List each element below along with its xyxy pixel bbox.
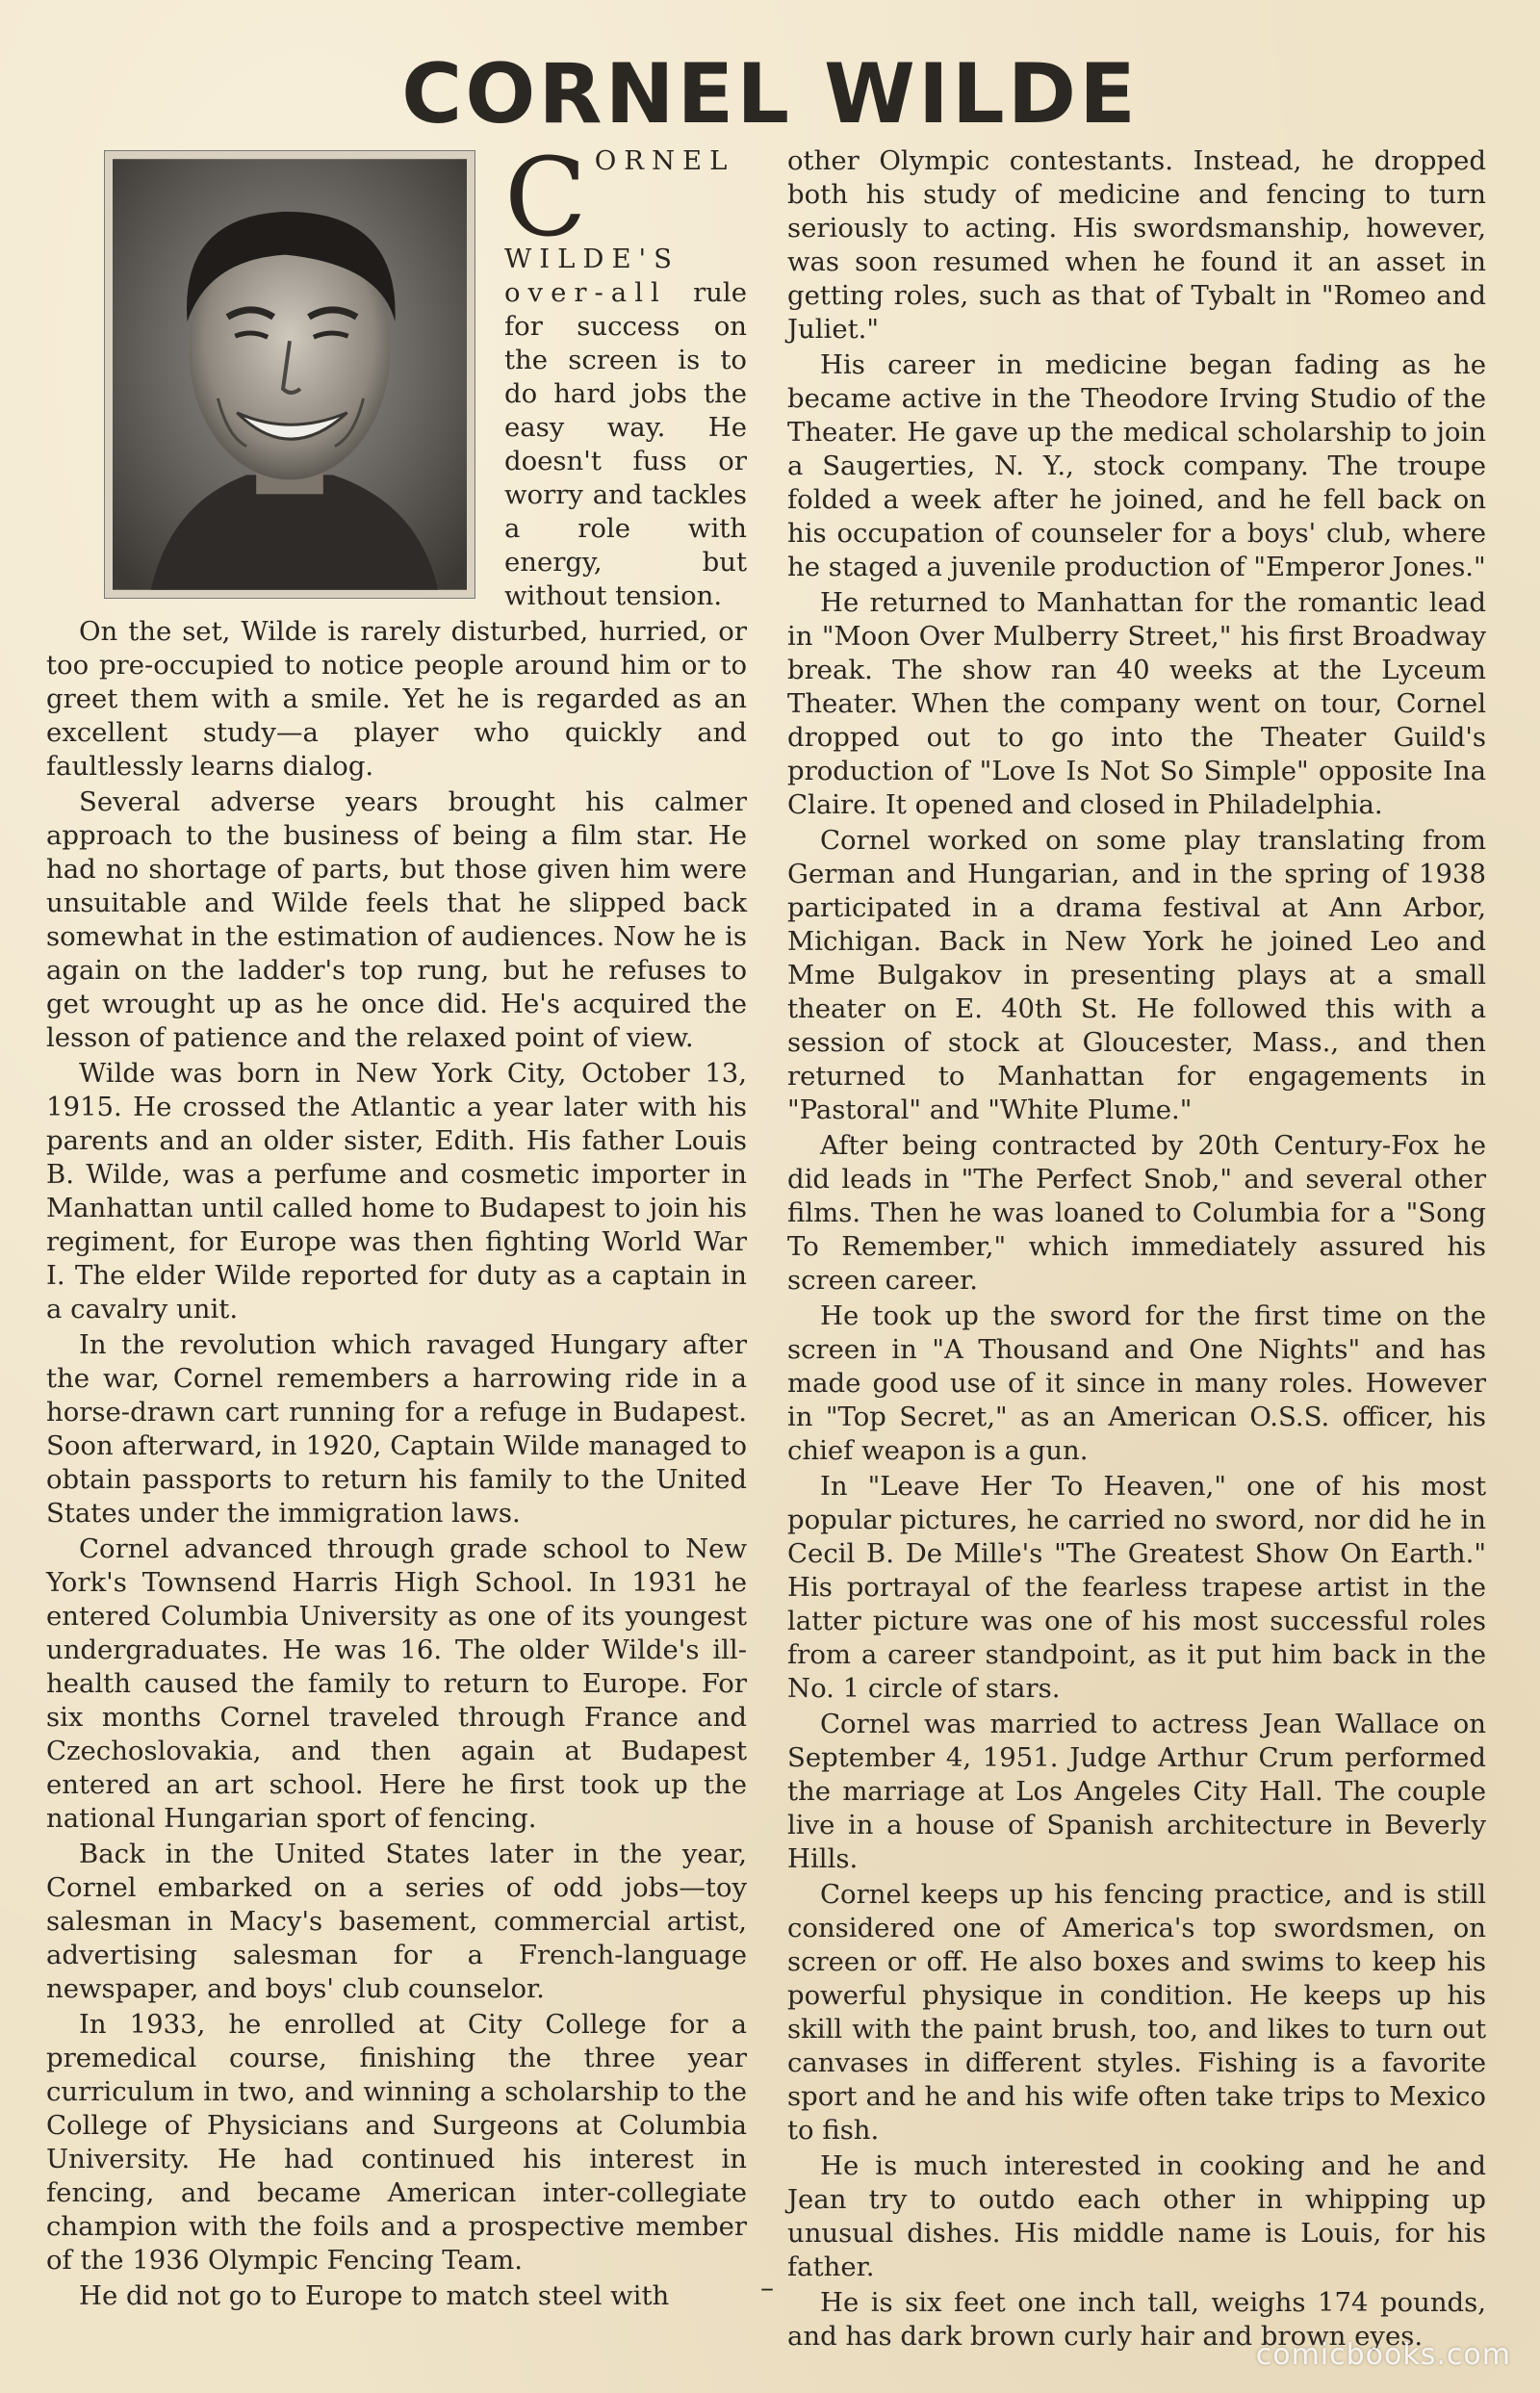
paragraph: On the set, Wilde is rarely disturbed, hurried, or too pre-occupied to notice people around him or to greet them with a smile. Yet he is regarded as an excellent study—a player who quickly and faultlessly learns dialog. (46, 616, 747, 782)
lead-first-words: ORNEL WILDE'S over-all (504, 145, 735, 308)
paragraph: Wilde was born in New York City, October 13, 1915. He crossed the Atlantic a year later with his parents and an older sister, Edith. His father Louis B. Wilde, was a perfume and cosmetic importer in Manhattan until called home to Budapest to join his regiment, for Europe was then fighting World War I. The elder Wilde reported for duty as a captain in a cavalry unit. (46, 1058, 747, 1325)
lead-text: rule for success on the screen is to do hard jobs the easy way. He doesn't fuss or worry and tackles a role with energy, but without tension. (504, 277, 747, 611)
paragraph: He is six feet one inch tall, weighs 174 pounds, and has dark brown curly hair and brown eyes. (787, 2287, 1486, 2352)
paragraph: Cornel advanced through grade school to New York's Townsend Harris High School. In 1931 he entered Columbia University as one of its youngest undergraduates. He was 16. The older Wilde's ill-health caused the family to return to Europe. For six months Cornel traveled through France and Czechoslovakia, and then again at Budapest entered an art school. Here he first took up the national Hungarian sport of fencing. (46, 1533, 747, 1834)
left-column (46, 136, 747, 2313)
paragraph: Cornel keeps up his fencing practice, and is still considered one of America's top swordsmen, on screen or off. He also boxes and swims to keep his powerful physique in condition. He keeps up his skill with the paint brush, too, and likes to turn out canvases in different styles. Fishing is a favorite sport and he and his wife often take trips to Mexico to fish. (787, 1879, 1486, 2146)
paragraph: Cornel worked on some play translating from German and Hungarian, and in the spring of 1938 participated in a drama festival at Ann Arbor, Michigan. Back in New York he joined Leo and Mme Bulgakov in presenting plays at a small theater on E. 40th St. He followed this with a session of stock at Gloucester, Mass., and then returned to Manhattan for engagements in "Pastoral" and "White Plume." (787, 825, 1486, 1125)
paragraph: In "Leave Her To Heaven," one of his most popular pictures, he carried no sword, nor did he in Cecil B. De Mille's "The Greatest Show On Earth." His portrayal of the fearless trapese artist in the latter picture was one of his most successful roles from a career standpoint, as it put him back in the No. 1 circle of stars. (787, 1471, 1486, 1704)
paragraph: Several adverse years brought his calmer approach to the business of being a film star. He had no shortage of parts, but those given him were unsuitable and Wilde feels that he slipped back somewhat in the estimation of audiences. Now he is again on the ladder's top rung, but he refuses to get wrought up as he once did. He's acquired the lesson of patience and the relaxed point of view. (46, 786, 747, 1053)
paragraph: Cornel was married to actress Jean Wallace on September 4, 1951. Judge Arthur Crum performed the marriage at Los Angeles City Hall. The couple live in a house of Spanish architecture in Beverly Hills. (787, 1709, 1486, 1874)
drop-cap: C (504, 136, 587, 261)
paragraph: His career in medicine began fading as he became active in the Theodore Irving Studio of the Theater. He gave up the medical scholarship to join a Saugerties, N. Y., stock company. The troupe folded a week after he joined, and he fell back on his occupation of counseler for a boys' club, where he staged a juvenile production of "Emperor Jones." (787, 349, 1486, 582)
paragraph: He took up the sword for the first time on the screen in "A Thousand and One Nights" and has made good use of it since in many roles. However in "Top Secret," as an American O.S.S. officer, his chief weapon is a gun. (787, 1300, 1486, 1466)
paragraph: other Olympic contestants. Instead, he dropped both his study of medicine and fencing to turn seriously to acting. His swordsmanship, however, was soon resumed when he found it an asset in getting roles, such as that of Tybalt in "Romeo and Juliet." (787, 145, 1486, 345)
right-column (787, 144, 1486, 2354)
paragraph: In 1933, he enrolled at City College for a premedical course, finishing the three year curriculum in two, and winning a scholarship to the College of Physicians and Surgeons at Columbia University. He had continued his interest in fencing, and became American inter-collegiate champion with the foils and a prospective member of the 1936 Olympic Fencing Team. (46, 2009, 747, 2276)
paragraph: After being contracted by 20th Century-Fox he did leads in "The Perfect Snob," and several other films. Then he was loaned to Columbia for a "Song To Remember," which immediately assured his screen career. (787, 1130, 1486, 1296)
paragraph: He is much interested in cooking and he and Jean try to outdo each other in whipping up unusual dishes. His middle name is Louis, for his father. (787, 2150, 1486, 2282)
article-title: CORNEL WILDE (401, 46, 1139, 142)
continuation-mark: – (760, 2272, 774, 2303)
watermark: comicbooks.com (1255, 2338, 1511, 2372)
paragraph: He did not go to Europe to match steel with (79, 2280, 670, 2311)
paragraph: Back in the United States later in the year, Cornel embarked on a series of odd jobs—toy salesman in Macy's basement, commercial artist, advertising salesman for a French-language newspaper, and boys' club counselor. (46, 1839, 747, 2004)
paragraph: In the revolution which ravaged Hungary after the war, Cornel remembers a harrowing ride in a horse-drawn cart running for a refuge in Budapest. Soon afterward, in 1920, Captain Wilde managed to obtain passports to return his family to the United States under the immigration laws. (46, 1329, 747, 1529)
portrait-image (113, 159, 467, 590)
portrait-photo (104, 150, 475, 599)
paragraph: He returned to Manhattan for the romantic lead in "Moon Over Mulberry Street," his first Broadway break. The show ran 40 weeks at the Lyceum Theater. When the company went on tour, Cornel dropped out to go into the Theater Guild's production of "Love Is Not So Simple" opposite Ina Claire. It opened and closed in Philadelphia. (787, 587, 1486, 820)
